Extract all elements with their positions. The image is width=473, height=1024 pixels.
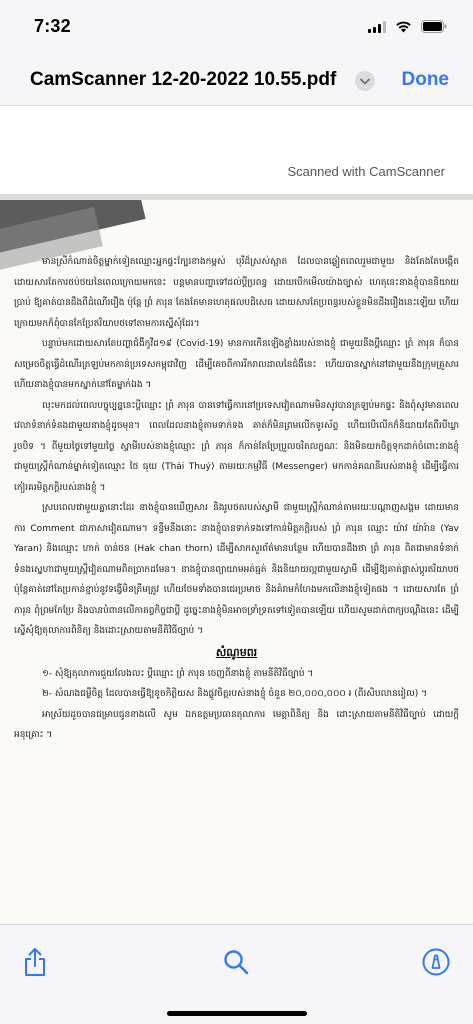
paragraph: មានស្រីកំណាន់ចិត្តម្នាក់ទៀតឈ្មោះអ្នកផ្ទះក្បែរខាងកម្ពស់ បុរីដ៏ស្រស់ស្អាត ដែលបានឆ្លៀតពេលរួមជាមួយ និងតែងតែបង្កើតដោយសារតែការថប់ថយនៃពេលក្រោយមកនេះ បន្តមានបញ្ហាទៅដល់ប្ដីប្រពន្ធ ដោយបើកមើលយ៉ាងច្បាស់ ហេតុនេះនាងខ្ញុំបាននិយាយប្រាប់ ឱ្យគាត់បានដឹងពីដំណើររឿង ប៉ុន្តែ ព្រំ ភារុន តែងតែមានហេតុផលបដិសេធ ដោយសារតែប្រពន្ធរបស់ខ្លួនមិនដឹងរឿងនេះឡើយ ហើយក្រោយមកក៏ពុំបានកែប្រែឥរិយាបថទៅតាមការស្នើសុំដែរ។ xyxy=(14,257,459,329)
navigation-bar xyxy=(0,58,473,106)
search-icon xyxy=(223,949,249,975)
paragraph: បន្ទាប់មកដោយសារតែបញ្ហាជំងឺកូវីដ១៩ (Covid-19) មានការកើនឡើងខ្លាំងរបស់នាងខ្ញុំ ជាមួយនឹងប្ដីឈ្មោះ ព្រំ ភារុន ក៏បានសម្រេចចិត្តធ្វើដំណើរត្រឡប់មកកាន់ប្រទេសកម្ពុជាវិញ ដើម្បីគេចពីការរីករាលដាលនៃជំងឺនេះ ហើយបានស្នាក់នៅជាមួយនឹងក្រុមគ្រួសារ ហើយនាងខ្ញុំបានមកស្នាក់នៅតែម្នាក់ឯង ។ xyxy=(14,339,459,390)
search-button[interactable] xyxy=(219,945,253,979)
request-item: ១- សុំឱ្យតុលាការជួយលែងលះ ប្ដីឈ្មោះ ព្រំ ភារុន ចេញពីនាងខ្ញុំ តាមនីតិវិធីច្បាប់ ។ xyxy=(42,668,314,679)
share-button[interactable] xyxy=(18,945,52,979)
markup-icon xyxy=(422,948,450,976)
scanner-watermark: Scanned with CamScanner xyxy=(287,164,445,179)
document-page xyxy=(0,200,473,924)
request-item: ២- សំណងជម្ងឺចិត្ត ដែលបានធ្វើឱ្យខូចកិត្តិយស និងផ្លូវចិត្តរបស់នាងខ្ញុំ ចំនួន ២០,០០០,០០០ ៛ (ពីរសិបលានរៀល) ។ xyxy=(42,689,428,699)
closing-paragraph: អាស្រ័យដូចបានជម្រាបជូនខាងលើ សូម ឯកឧត្តមប្រធានតុលាការ មេត្តាពិនិត្យ និង ដោះស្រាយតាមនីតិវិធីច្បាប់ ដោយក្ដីអនុគ្រោះ ។ xyxy=(14,709,459,740)
paragraph: ស្របពេលជាមួយគ្នានោះដែរ នាងខ្ញុំបានឃើញសារ និងរូបថតរបស់ស្វាមី ជាមួយស្ត្រីកំណាន់តាមរយៈបណ្ដាញសង្គម ដោយមានការ Comment ជាភាសាវៀតណាម។ ទន្ទឹមនឹងនោះ នាងខ្ញុំបានទាក់ទងទៅកាន់មិត្តភក្តិរបស់ ព្រំ ភារុន ឈ្មោះ យ៉ាវ យ៉ារ៉ាន (Yav Yaran) និងឈ្មោះ ហាក់ ចាន់ថន (Hak chan thorn) ដើម្បីសាកសួរព័ត៌មានបន្ថែម ហើយបានដឹងថា ព្រំ ភារុន ពិតជាមានទំនាក់ទំនងស្នេហាជាមួយស្ត្រីវៀតណាមពិតប្រាកដមែន។ នាងខ្ញុំបានព្យាយាមអត់ធ្មត់ និងនិយាយល្អជាមួយស្វាមី ដើម្បីឱ្យគាត់ផ្លាស់ប្ដូរឥរិយាបថ ប៉ុន្តែគាត់នៅតែប្រកាន់ខ្ជាប់នូវទង្វើមិនត្រឹមត្រូវ ហើយថែមទាំងបានជេរប្រមាថ និងគំរាមកំហែងមកលើនាងខ្ញុំទៀតផង ។ ដោយសារតែ ព្រំ ភារុន ពុំព្រមកែប្រែ និងបានបំពានលើកាតព្វកិច្ចជាប្ដី ដូច្នេះនាងខ្ញុំមិនអាចទ្រាំទ្រតទៅទៀតបានឡើយ ហើយសូមដាក់ពាក្យបណ្ដឹងនេះ ដើម្បីស្នើសុំឱ្យតុលាការពិនិត្យ និងដោះស្រាយតាមនីតិវិធីច្បាប់ ។ xyxy=(14,503,459,636)
chevron-down-icon[interactable] xyxy=(355,71,375,91)
battery-icon xyxy=(421,20,447,33)
section-heading: សំណូមពរ xyxy=(215,645,258,659)
done-button[interactable]: Done xyxy=(401,69,449,90)
document-viewer[interactable] xyxy=(0,106,473,924)
home-indicator[interactable] xyxy=(167,1011,307,1016)
share-icon xyxy=(23,947,47,977)
paragraph: លុះមកដល់ពេលបច្ចុប្បន្ននេះប្ដីឈ្មោះ ព្រំ ភារុន បានទៅធ្វើការនៅប្រទេសវៀតណាមមិនសូវបានត្រឡប់មកផ្ទះ និងពុំសូវមានពេលវេលាទំនាក់ទំនងជាមួយនាងខ្ញុំដូចមុន។ ពេលដែលនាងខ្ញុំតាមទាក់ទង គាត់ក៏មិនព្រមលើកទូរស័ព្ទ ហើយបើលើកក៏និយាយតែពីរបីឃ្លារួចបិទ ។ ពីមួយថ្ងៃទៅមួយថ្ងៃ ស្វាមីរបស់នាងខ្ញុំឈ្មោះ ព្រំ ភារុន ក៏កាន់តែប្រែប្រួលចរិតលក្ខណៈ និងមិនយកចិត្តទុកដាក់ចំពោះនាងខ្ញុំ ជាមួយស្ត្រីកំណាន់ម្នាក់ទៀតឈ្មោះ ថៃ ធុយ (Thái Thuỷ) តាមរយៈកម្មវិធី (Messenger) មកកាន់គណនីរបស់នាងខ្ញុំ ដើម្បីធ្វើការកៀរគរមិត្តភក្តិរបស់នាងខ្ញុំ ។ xyxy=(14,400,459,493)
status-bar xyxy=(0,0,473,58)
document-title[interactable]: CamScanner 12-20-2022 10.55.pdf xyxy=(30,69,337,90)
bottom-toolbar xyxy=(0,924,473,1024)
status-time: 7:32 xyxy=(34,16,71,36)
page-header-strip xyxy=(0,106,473,194)
markup-button[interactable] xyxy=(419,945,453,979)
document-body xyxy=(14,252,459,746)
status-icons xyxy=(368,20,447,33)
cellular-signal-icon xyxy=(368,21,386,33)
wifi-icon xyxy=(395,21,412,33)
